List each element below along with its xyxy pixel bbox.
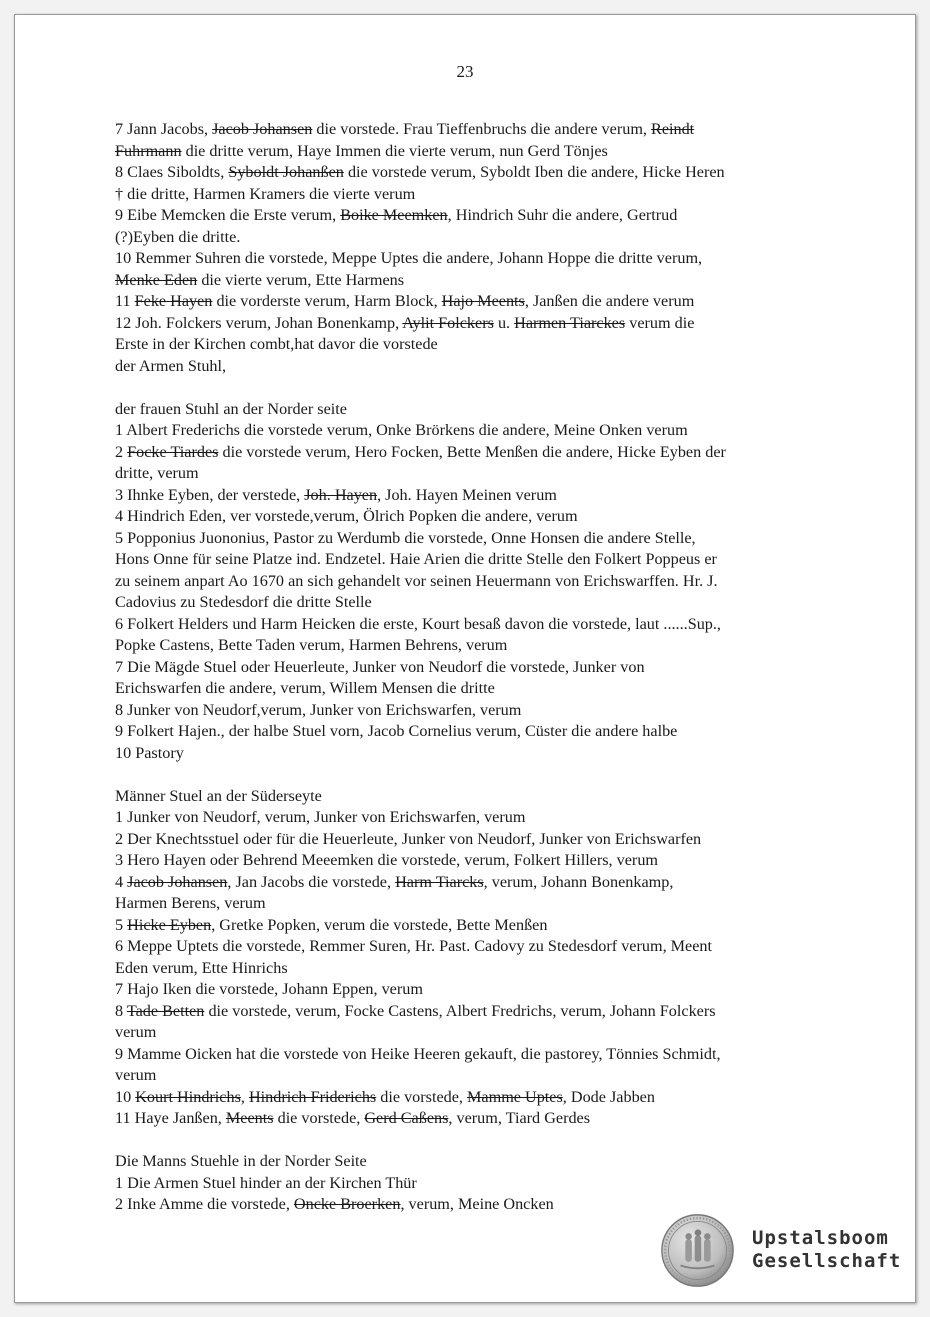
text-segment: 2 xyxy=(115,442,128,461)
text-line xyxy=(115,657,815,679)
struck-name: Fuhrmann xyxy=(115,141,182,160)
text-segment: 9 Eibe Memcken die Erste verum, xyxy=(115,206,341,224)
text-line xyxy=(115,700,815,722)
text-segment: 6 Meppe Uptets die vorstede, Remmer Suren, Hr. Past. Cadovy zu Stedesdorf verum, Meent xyxy=(115,937,713,955)
text-line xyxy=(115,958,815,980)
text-segment: 9 Mamme Oicken hat die vorstede von Heike Heeren gekauft, die pastorey, Tönnies Schmidt, xyxy=(115,1044,721,1063)
struck-name: Aylit Folckers xyxy=(402,313,494,332)
text-segment: Hons Onne für seine Platze ind. Endzetel. Haie Arien die dritte Stelle den Folkert Poppeus er xyxy=(115,550,717,568)
text-line xyxy=(115,227,815,249)
text-line xyxy=(115,678,815,700)
text-segment: 5 Popponius Juononius, Pastor zu Werdumb die vorstede, Onne Honsen die andere Stelle, xyxy=(115,528,696,547)
text-line xyxy=(115,442,815,464)
text-segment: (?)Eyben die dritte. xyxy=(115,227,241,246)
text-segment: 11 xyxy=(115,292,135,310)
text-segment: verum xyxy=(115,1023,157,1041)
struck-name: Jacob Johansen xyxy=(212,120,313,138)
text-segment: 3 Ihnke Eyben, der verstede, xyxy=(115,485,305,504)
text-segment: verum die xyxy=(625,313,695,332)
text-line xyxy=(115,721,815,743)
text-segment: die vorstede verum, Hero Focken, Bette Menßen die andere, Hicke Eyben der xyxy=(218,442,726,461)
text-line xyxy=(115,1173,815,1195)
text-line xyxy=(115,635,815,657)
text-segment: die vorstede, xyxy=(273,1109,365,1127)
text-segment: Eden verum, Ette Hinrichs xyxy=(115,958,288,977)
struck-name: Boike Meemken xyxy=(340,206,448,224)
page-frame xyxy=(14,14,916,1303)
text-line xyxy=(115,1044,815,1066)
struck-name: Hindrich Friderichs xyxy=(248,1087,377,1106)
text-segment: 1 Die Armen Stuel hinder an der Kirchen Thür xyxy=(115,1173,417,1192)
text-segment: 1 Albert Frederichs die vorstede verum, Onke Brörkens die andere, Meine Onken verum xyxy=(115,421,688,439)
text-segment: 10 Remmer Suhren die vorstede, Meppe Uptes die andere, Johann Hoppe die dritte verum, xyxy=(115,249,703,267)
text-line xyxy=(115,291,815,313)
text-segment: , Dode Jabben xyxy=(562,1087,655,1106)
struck-name: Joh. Hayen xyxy=(304,485,378,504)
text-line xyxy=(115,270,815,292)
text-line xyxy=(115,1087,815,1109)
text-segment: 2 Der Knechtsstuel oder für die Heuerleute, Junker von Neudorf, Junker von Erichswarfen xyxy=(115,829,702,848)
text-line xyxy=(115,807,815,829)
text-segment: 11 Haye Janßen, xyxy=(115,1109,226,1127)
struck-name: Feke Hayen xyxy=(134,292,213,310)
struck-name: Reindt xyxy=(651,120,695,138)
text-segment: der Armen Stuhl, xyxy=(115,356,227,375)
text-segment: die vorstede, xyxy=(376,1087,468,1106)
text-line xyxy=(115,592,815,614)
text-line xyxy=(115,1108,815,1130)
text-segment: verum xyxy=(115,1066,157,1084)
text-line xyxy=(115,1151,815,1173)
struck-name: Syboldt Johanßen xyxy=(228,163,344,181)
text-line xyxy=(115,743,815,765)
struck-name: Meents xyxy=(225,1109,274,1127)
text-segment: 12 Joh. Folckers verum, Johan Bonenkamp, xyxy=(115,313,403,332)
text-line xyxy=(115,248,815,270)
text-segment: 6 Folkert Helders und Harm Heicken die erste, Kourt besaß davon die vorstede, laut ......Sup., xyxy=(115,614,721,633)
text-line xyxy=(115,571,815,593)
text-segment: die vorstede verum, Syboldt Iben die andere, Hicke Heren xyxy=(343,163,725,181)
document-body xyxy=(115,119,815,1216)
text-segment: dritte, verum xyxy=(115,464,199,482)
text-segment: 7 Die Mägde Stuel oder Heuerleute, Junker von Neudorf die vorstede, Junker von xyxy=(115,657,645,676)
struck-name: Tade Betten xyxy=(126,1001,205,1020)
text-segment: Männer Stuel an der Süderseyte xyxy=(115,786,322,805)
text-segment: 1 Junker von Neudorf, verum, Junker von Erichswarfen, verum xyxy=(115,808,526,826)
text-segment: die vorderste verum, Harm Block, xyxy=(212,292,442,310)
text-segment: 7 Jann Jacobs, xyxy=(115,120,213,138)
text-line xyxy=(115,893,815,915)
society-logo xyxy=(660,1213,910,1291)
struck-name: Jacob Johansen xyxy=(127,872,228,891)
struck-name: Hajo Meents xyxy=(441,292,525,310)
text-segment: , Hindrich Suhr die andere, Gertrud xyxy=(447,206,678,224)
struck-name: Harmen Tiarckes xyxy=(514,313,626,332)
society-name-line-1: Upstalsboom xyxy=(752,1227,889,1249)
text-segment: u. xyxy=(493,313,515,332)
text-segment: Erichswarfen die andere, verum, Willem Mensen die dritte xyxy=(115,679,495,697)
text-segment: 8 Claes Siboldts, xyxy=(115,163,229,181)
text-line xyxy=(115,936,815,958)
society-name xyxy=(752,1227,901,1273)
text-line xyxy=(115,141,815,163)
struck-name: Menke Eden xyxy=(115,270,198,289)
page-number: 23 xyxy=(456,62,474,81)
text-segment: 4 Hindrich Eden, ver vorstede,verum, Ölrich Popken die andere, verum xyxy=(115,507,578,525)
text-line xyxy=(115,1022,815,1044)
text-segment: Harmen Berens, verum xyxy=(115,894,266,912)
text-line xyxy=(115,1001,815,1023)
text-segment: 8 Junker von Neudorf,verum, Junker von Erichswarfen, verum xyxy=(115,700,522,719)
text-line xyxy=(115,119,815,141)
text-segment: , verum, Tiard Gerdes xyxy=(448,1109,591,1127)
text-segment: Cadovius zu Stedesdorf die dritte Stelle xyxy=(115,593,372,611)
text-line xyxy=(115,420,815,442)
text-segment: , xyxy=(240,1087,249,1106)
text-line xyxy=(115,1065,815,1087)
society-seal-icon xyxy=(660,1213,735,1288)
blank-line xyxy=(115,1130,815,1152)
text-segment: , Jan Jacobs die vorstede, xyxy=(227,872,396,891)
text-line xyxy=(115,506,815,528)
text-line xyxy=(115,786,815,808)
text-segment: , verum, Johann Bonenkamp, xyxy=(483,872,674,891)
text-line xyxy=(115,850,815,872)
blank-line xyxy=(115,764,815,786)
text-line xyxy=(115,313,815,335)
struck-name: Mamme Uptes xyxy=(467,1087,563,1106)
text-line xyxy=(115,399,815,421)
text-line xyxy=(115,162,815,184)
text-segment: die dritte verum, Haye Immen die vierte verum, nun Gerd Tönjes xyxy=(181,141,608,160)
struck-name: Oncke Broerken xyxy=(293,1195,401,1213)
text-segment: † die dritte, Harmen Kramers die vierte verum xyxy=(115,184,416,203)
text-line xyxy=(115,485,815,507)
text-segment: Erste in der Kirchen combt,hat davor die vorstede xyxy=(115,335,438,353)
text-segment: 4 xyxy=(115,872,128,891)
text-line xyxy=(115,614,815,636)
text-segment: 5 xyxy=(115,915,128,934)
text-segment: zu seinem anpart Ao 1670 an sich gehandelt vor seinen Heuermann von Erichswarffen. Hr. J. xyxy=(115,571,718,590)
text-segment: 9 Folkert Hajen., der halbe Stuel vorn, Jacob Cornelius verum, Cüster die andere halbe xyxy=(115,722,678,740)
text-segment: 3 Hero Hayen oder Behrend Meeemken die vorstede, verum, Folkert Hillers, verum xyxy=(115,851,659,869)
struck-name: Focke Tiardes xyxy=(127,442,219,461)
text-segment: Popke Castens, Bette Taden verum, Harmen Behrens, verum xyxy=(115,636,508,654)
text-segment: , Janßen die andere verum xyxy=(524,292,695,310)
text-line xyxy=(115,356,815,378)
text-segment: 2 Inke Amme die vorstede, xyxy=(115,1195,294,1213)
society-name-line-2: Gesellschaft xyxy=(752,1250,902,1272)
text-line xyxy=(115,829,815,851)
text-line xyxy=(115,915,815,937)
struck-name: Gerd Caßens xyxy=(364,1109,449,1127)
text-segment: 10 Pastory xyxy=(115,743,184,762)
text-line xyxy=(115,184,815,206)
struck-name: Kourt Hindrichs xyxy=(135,1087,241,1106)
text-segment: 10 xyxy=(115,1087,136,1106)
text-segment: die vorstede, verum, Focke Castens, Albert Fredrichs, verum, Johann Folckers xyxy=(204,1001,716,1020)
text-line xyxy=(115,205,815,227)
text-line xyxy=(115,528,815,550)
text-line xyxy=(115,549,815,571)
text-segment: , Gretke Popken, verum die vorstede, Bette Menßen xyxy=(211,915,548,934)
text-segment: , verum, Meine Oncken xyxy=(400,1195,554,1213)
text-line xyxy=(115,979,815,1001)
text-line xyxy=(115,334,815,356)
text-segment: die vorstede. Frau Tieffenbruchs die andere verum, xyxy=(312,120,652,138)
text-segment: die vierte verum, Ette Harmens xyxy=(197,270,405,289)
text-segment: Die Manns Stuehle in der Norder Seite xyxy=(115,1152,367,1170)
text-line xyxy=(115,872,815,894)
blank-line xyxy=(115,377,815,399)
struck-name: Harm Tiarcks xyxy=(395,872,484,891)
struck-name: Hicke Eyben xyxy=(127,915,212,934)
text-segment: 7 Hajo Iken die vorstede, Johann Eppen, verum xyxy=(115,980,423,998)
text-line xyxy=(115,463,815,485)
text-segment: 8 xyxy=(115,1001,127,1020)
text-segment: der frauen Stuhl an der Norder seite xyxy=(115,399,347,418)
text-segment: , Joh. Hayen Meinen verum xyxy=(377,485,557,504)
